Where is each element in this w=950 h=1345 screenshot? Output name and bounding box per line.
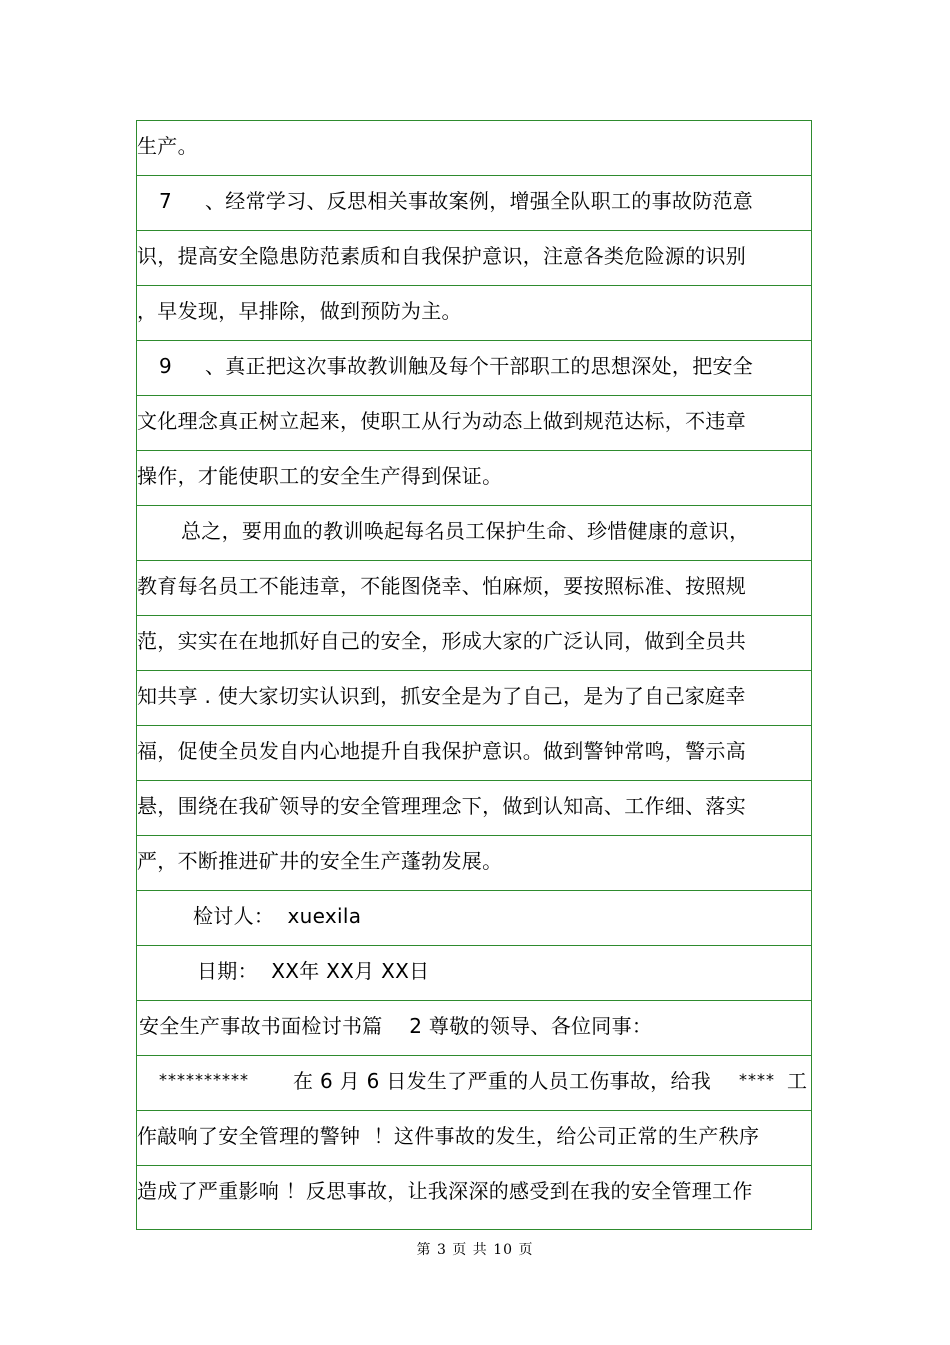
row-text: 范，实实在在地抓好自己的安全，形成大家的广泛认同，做到全员共: [137, 629, 746, 653]
row-text: 福，促使全员发自内心地提升自我保护意识。做到警钟常鸣，警示高: [137, 739, 746, 763]
text-row: [137, 341, 811, 396]
masked-name: **********: [159, 1070, 249, 1089]
masked-name: ****: [739, 1070, 775, 1089]
text-row: [137, 671, 811, 726]
text-row: [137, 1111, 811, 1166]
text-row: [137, 1056, 811, 1111]
text-row: [137, 781, 811, 836]
page-number-footer: 第 3 页 共 10 页: [416, 1242, 534, 1258]
row-text: 作敲响了安全管理的警钟 ！这件事故的发生，给公司正常的生产秩序: [137, 1124, 760, 1148]
row-text: 、经常学习、反思相关事故案例，增强全队职工的事故防范意: [205, 189, 754, 213]
reviewer-line: 检讨人： xuexila: [193, 904, 362, 928]
signature-row: [137, 891, 811, 946]
row-text: 文化理念真正树立起来，使职工从行为动态上做到规范达标，不违章: [137, 409, 746, 433]
text-row: [137, 1001, 811, 1056]
row-text: 操作，才能使职工的安全生产得到保证。: [137, 464, 503, 488]
row-text: 教育每名员工不能违章，不能图侥幸、怕麻烦，要按照标准、按照规: [137, 574, 746, 598]
text-row: [137, 506, 811, 561]
section-heading: 安全生产事故书面检讨书篇 2 尊敬的领导、各位同事：: [139, 1014, 653, 1038]
row-text: 、真正把这次事故教训触及每个干部职工的思想深处，把安全: [205, 354, 754, 378]
text-frame: [136, 120, 812, 1230]
row-text: 严，不断推进矿井的安全生产蓬勃发展。: [137, 849, 503, 873]
row-text: 在 6 月 6 日发生了严重的人员工伤事故，给我: [293, 1069, 712, 1093]
text-row: [137, 616, 811, 671]
row-text: 工: [787, 1069, 808, 1093]
row-text: 造成了严重影响 ！反思事故，让我深深的感受到在我的安全管理工作: [137, 1179, 753, 1203]
text-row: [137, 176, 811, 231]
row-text: 总之，要用血的教训唤起每名员工保护生命、珍惜健康的意识，: [181, 519, 750, 543]
row-text: 识，提高安全隐患防范素质和自我保护意识，注意各类危险源的识别: [137, 244, 746, 268]
text-row: [137, 726, 811, 781]
text-row: [137, 561, 811, 616]
text-row: [137, 451, 811, 506]
date-line: 日期： XX年 XX月 XX日: [197, 959, 430, 983]
row-text: 生产。: [137, 134, 198, 158]
text-row: [137, 1166, 811, 1221]
text-row: [137, 396, 811, 451]
item-number: 9: [159, 354, 172, 378]
row-text: ，早发现，早排除，做到预防为主。: [137, 299, 462, 323]
date-row: [137, 946, 811, 1001]
text-row: [137, 286, 811, 341]
text-row: [137, 231, 811, 286]
text-row: [137, 121, 811, 176]
item-number: 7: [159, 189, 172, 213]
row-text: 悬，围绕在我矿领导的安全管理理念下，做到认知高、工作细、落实: [137, 794, 746, 818]
text-row: [137, 836, 811, 891]
row-text: 知共享 . 使大家切实认识到，抓安全是为了自己，是为了自己家庭幸: [137, 684, 746, 708]
